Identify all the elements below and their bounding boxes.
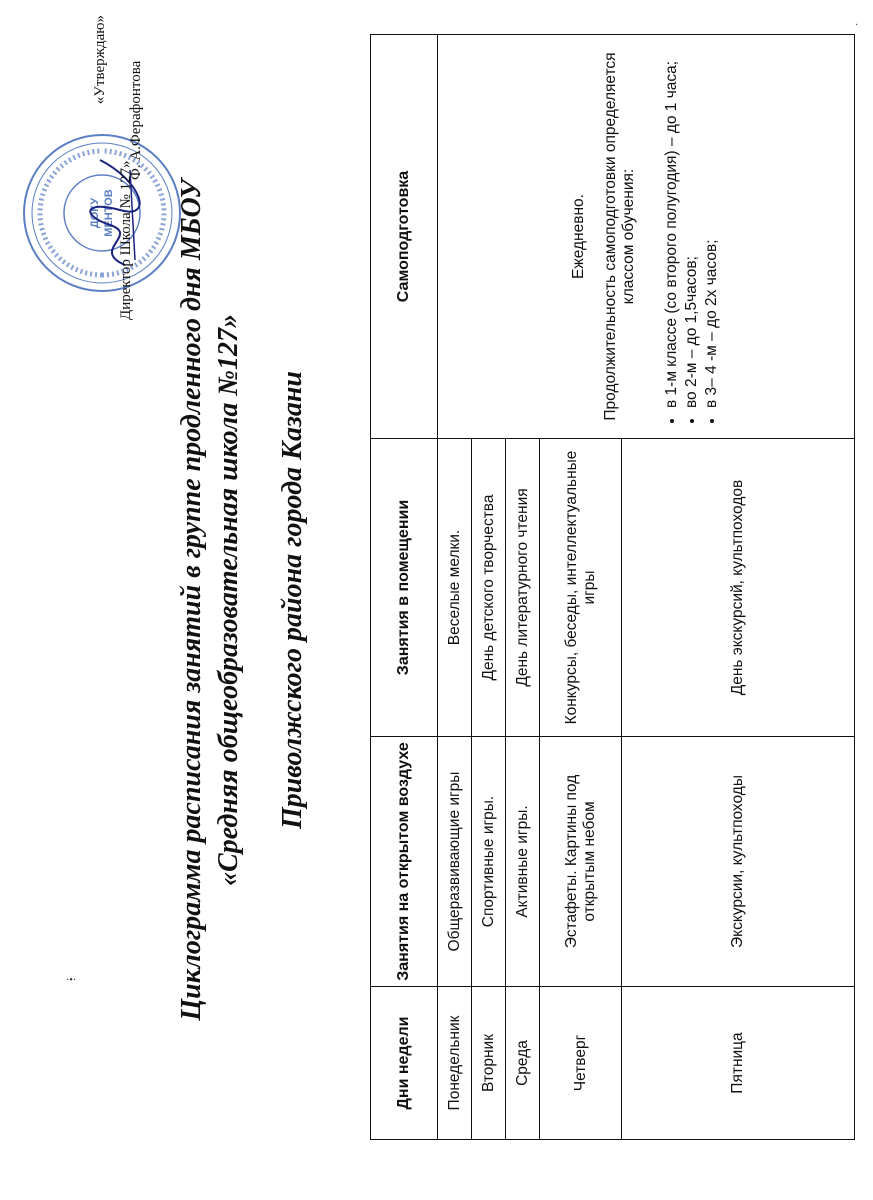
list-item: • во 2-м – до 1,5часов;	[682, 39, 702, 408]
outdoor-cell: Активные игры.	[506, 737, 540, 987]
list-item: • в 3– 4 -м – до 2х часов;	[702, 39, 722, 408]
title-line-1: Циклограмма расписания занятий в группе продленного дня МБОУ	[176, 179, 207, 1021]
indoor-cell: День литературного чтения	[506, 439, 540, 737]
approval-heading: «Утверждаю»	[92, 15, 108, 105]
title-line-3: Приволжского района города Казани	[277, 370, 308, 830]
table-header-row	[371, 35, 438, 1140]
table-row	[438, 35, 472, 1140]
day-cell: Среда	[506, 987, 540, 1140]
selfstudy-cell	[438, 35, 855, 439]
day-cell: Четверг	[540, 987, 622, 1140]
selfstudy-daily: Ежедневно.	[570, 194, 587, 279]
title-line-2: «Средняя общеобразовательная школа №127»	[213, 314, 244, 886]
list-item: • в 1-м классе (со второго полугодия) – до 1 часа;	[662, 39, 682, 408]
selfstudy-list	[662, 39, 722, 434]
day-cell: Вторник	[472, 987, 506, 1140]
header-indoor: Занятия в помещении	[371, 439, 438, 737]
indoor-cell: Веселые мелки.	[438, 439, 472, 737]
indoor-cell: Конкурсы, беседы, интеллектуальные игры	[540, 439, 622, 737]
header-selfstudy: Самоподготовка	[371, 35, 438, 439]
day-cell: Понедельник	[438, 987, 472, 1140]
svg-text:ДОКУ: ДОКУ	[89, 197, 101, 229]
header-outdoor: Занятия на открытом воздухе	[371, 737, 438, 987]
scan-speck: ·	[855, 20, 859, 31]
outdoor-cell: Экскурсии, культпоходы	[622, 737, 855, 987]
scan-speck: ·•·	[66, 975, 77, 986]
outdoor-cell: Спортивные игры.	[472, 737, 506, 987]
indoor-cell: День экскурсий, культпоходов	[622, 439, 855, 737]
approval-name: Ф. А.Ферафонтова	[128, 60, 144, 180]
outdoor-cell: Общеразвивающие игры	[438, 737, 472, 987]
header-days: Дни недели	[371, 987, 438, 1140]
approval-position: Директор Школа № 127»	[118, 160, 134, 320]
seal-text: МЕНТОВ	[103, 189, 115, 237]
outdoor-cell: Эстафеты. Картины под открытым небом	[540, 737, 622, 987]
selfstudy-intro: Продолжительность самоподготовки определяется классом обучения:	[602, 52, 637, 421]
schedule-table	[370, 34, 855, 1140]
indoor-cell: День детского творчества	[472, 439, 506, 737]
day-cell: Пятница	[622, 987, 855, 1140]
